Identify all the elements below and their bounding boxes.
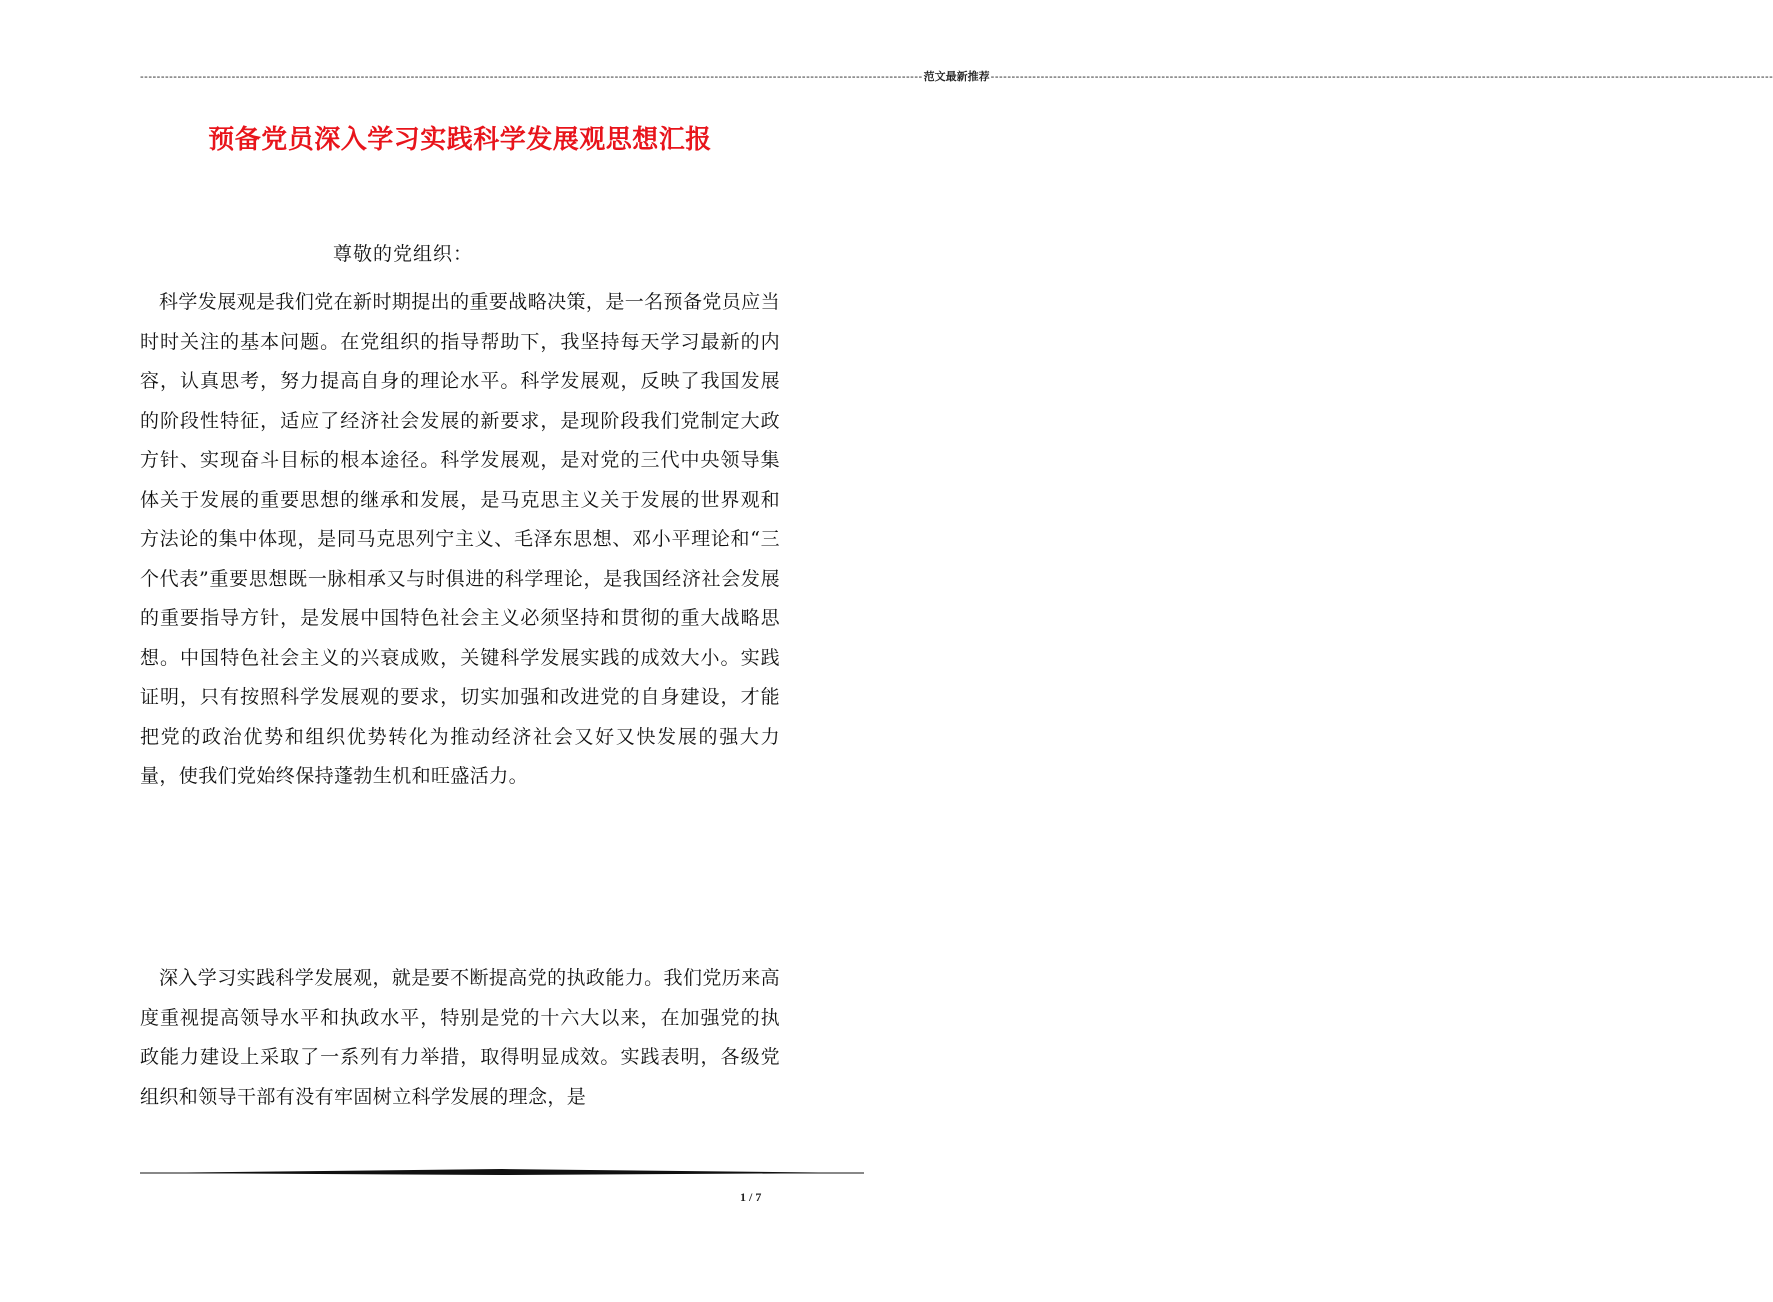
paragraph-text: 深入学习实践科学发展观，就是要不断提高党的执政能力。我们党历来高度重视提高领导水平和执政水平，特别是党的十六大以来，在加强党的执政能力建设上采取了一系列有力举措，取得明显成效。实践表明，各级党组织和领导干部有没有牢固树立科学发展的理念，是 xyxy=(140,967,780,1108)
header-dashes-right: -------------------------------------------------------------------------------------------------------------------------------------------------------------------------------------------- xyxy=(990,71,1773,83)
salutation: 尊敬的党组织： xyxy=(333,243,474,265)
document-title: 预备党员深入学习实践科学发展观思想汇报 xyxy=(208,125,712,155)
header-dashes-left: -------------------------------------------------------------------------------------------------------------------------------------------------------------------------------------------- xyxy=(140,71,923,83)
header-label: 范文最新推荐 xyxy=(923,71,990,83)
footer-rule-line xyxy=(140,1164,864,1178)
body-paragraph-1 xyxy=(140,283,780,797)
body-paragraph-2 xyxy=(140,959,780,1117)
paragraph-text: 科学发展观是我们党在新时期提出的重要战略决策，是一名预备党员应当时时关注的基本问题。在党组织的指导帮助下，我坚持每天学习最新的内容，认真思考，努力提高自身的理论水平。科学发展观，反映了我国发展的阶段性特征，适应了经济社会发展的新要求，是现阶段我们党制定大政方针、实现奋斗目标的根本途径。科学发展观，是对党的三代中央领导集体关于发展的重要思想的继承和发展，是马克思主义关于发展的世界观和方法论的集中体现，是同马克思列宁主义、毛泽东思想、邓小平理论和“三个代表”重要思想既一脉相承又与时俱进的科学理论，是我国经济社会发展的重要指导方针，是发展中国特色社会主义必须坚持和贯彻的重大战略思想。中国特色社会主义的兴衰成败，关键科学发展实践的成效大小。实践证明，只有按照科学发展观的要求，切实加强和改进党的自身建设，才能把党的政治优势和组织优势转化为推动经济社会又好又快发展的强大力量，使我们党始终保持蓬勃生机和旺盛活力。 xyxy=(140,291,780,787)
page-number: 1 / 7 xyxy=(740,1190,762,1204)
footer-rule xyxy=(140,1164,864,1178)
page-header-rule xyxy=(140,70,1773,84)
